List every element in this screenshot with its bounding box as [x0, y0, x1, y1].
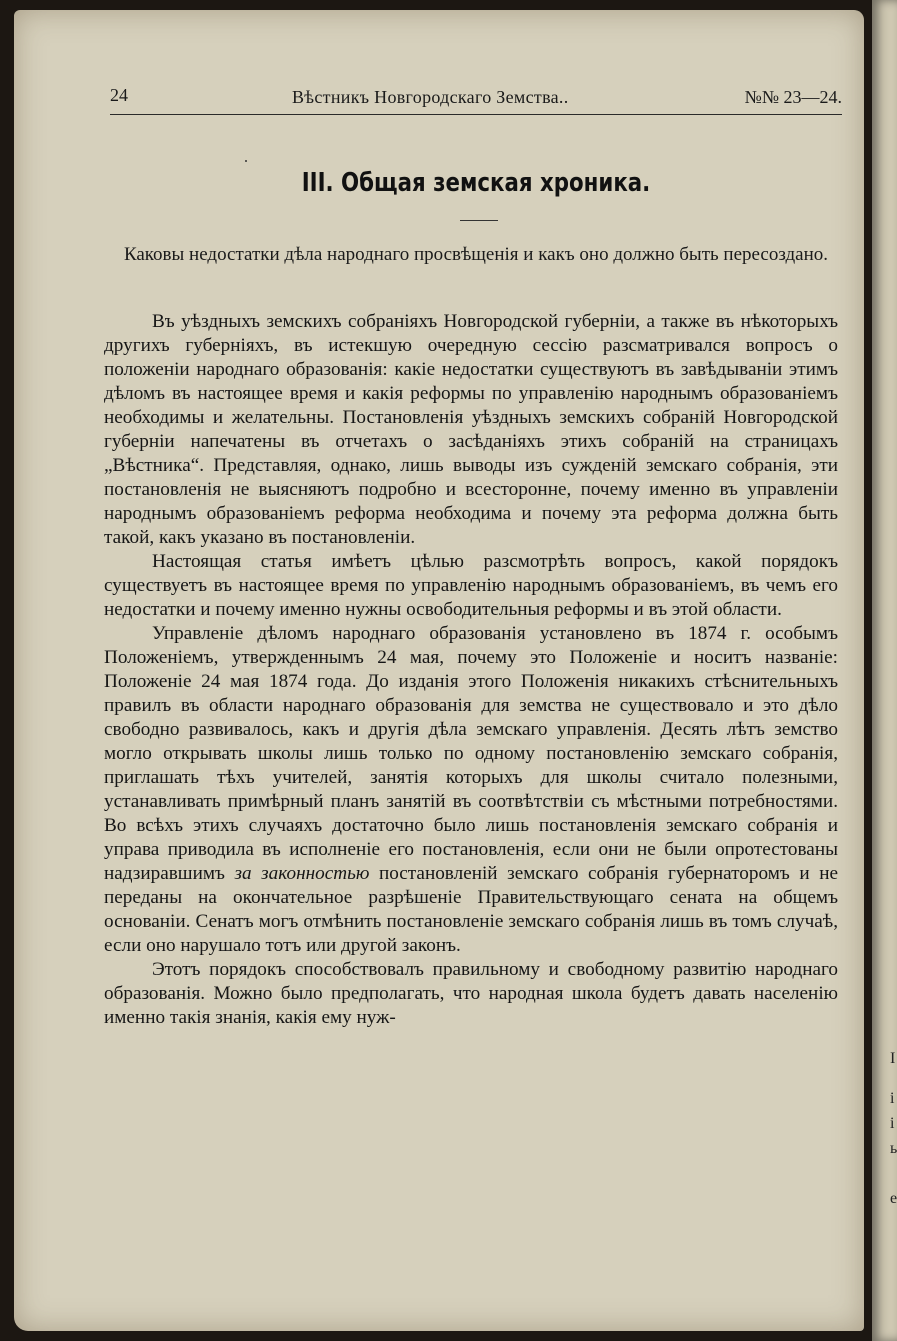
paragraph: Настоящая статья имѣетъ цѣлью разсмотрѣть вопросъ, какой порядокъ существуетъ въ настоящее время по управленію народнымъ образованіемъ, въ чемъ его недостатки и почему именно нужны освободительныя реформы и въ этой области. — [104, 551, 838, 620]
facing-page-glyph: і — [890, 1115, 895, 1132]
facing-page-glyph: І — [890, 1050, 896, 1067]
paragraph-text: Управленіе дѣломъ народнаго образованія установлено въ 1874 г. особымъ Положеніемъ, утвержденнымъ 24 мая, почему это Положеніе и носитъ названіе: Положеніе 24 мая 1874 года. До изданія этого Положенія никакихъ стѣснительныхъ правилъ въ области народнаго образованія для земства не существовало и это дѣло свободно развивалось, какъ и другія дѣла земскаго управленія. Десять лѣтъ земство могло открывать школы лишь только по одному постановленію земскаго собранія, приглашать тѣхъ учителей, занятія которыхъ для школы считало полезными, устанавливать примѣрный планъ занятій въ соотвѣтствіи съ мѣстными потребностями. Во всѣхъ этихъ случаяхъ достаточно было лишь постановленія земскаго собранія и управа приводила въ исполненіе его постановленія, если они не были опротестованы надзиравшимъ — [104, 623, 838, 884]
facing-page-glyph: е — [890, 1190, 897, 1207]
paragraph: Этотъ порядокъ способствовалъ правильному и свободному развитію народнаго образованія. Можно было предполагать, что народная школа будетъ давать населенію именно такія знанія, какія ему нуж- — [104, 959, 838, 1028]
facing-page-glyph: і — [890, 1090, 895, 1107]
header-rule — [110, 114, 842, 115]
page-number: 24 — [110, 85, 128, 105]
section-title: III. Общая земская хроника. — [301, 168, 651, 198]
running-head — [110, 85, 842, 111]
issue-number: №№ 23—24. — [744, 87, 842, 107]
facing-page-glyph: ь — [890, 1140, 897, 1157]
italic-phrase: за законностью — [234, 863, 370, 884]
paragraph — [104, 622, 838, 958]
article-body — [104, 310, 838, 1030]
ink-dot — [245, 160, 247, 162]
paragraph: Въ уѣздныхъ земскихъ собраніяхъ Новгородской губерніи, а также въ нѣкоторыхъ другихъ губерніяхъ, въ истекшую очередную сессію разсматривался вопросъ о положеніи народнаго образованія: какіе недостатки существуютъ въ завѣдываніи этимъ дѣломъ въ настоящее время и какія реформы по управленію народнымъ образованіемъ необходимы и желательны. Постановленія уѣздныхъ земскихъ собраній Новгородской губерніи напечатены въ отчетахъ о засѣданіяхъ этихъ собраній на страницахъ „Вѣстника“. Представляя, однако, лишь выводы изъ сужденій земскаго собранія, эти постановленія не выясняютъ подробно и всесторонне, почему именно въ управленіи народнымъ образованіемъ реформа необходима и почему эта реформа должна быть такой, какъ указано въ постановленіи. — [104, 311, 838, 548]
article-title: Каковы недостатки дѣла народнаго просвѣщенія и какъ оно должно быть пересоздано. — [123, 244, 829, 265]
paragraph-text: постановленій земскаго собранія губернаторомъ и не переданы на окончательное разрѣшеніе Правительствующаго сената на общемъ основаніи. Сенатъ могъ отмѣнить постановленіе земскаго собранія лишь въ томъ случаѣ, если оно нарушало тотъ или другой законъ. — [104, 863, 838, 956]
journal-title: Вѣстникъ Новгородскаго Земства.. — [292, 87, 569, 107]
title-divider — [460, 220, 498, 221]
